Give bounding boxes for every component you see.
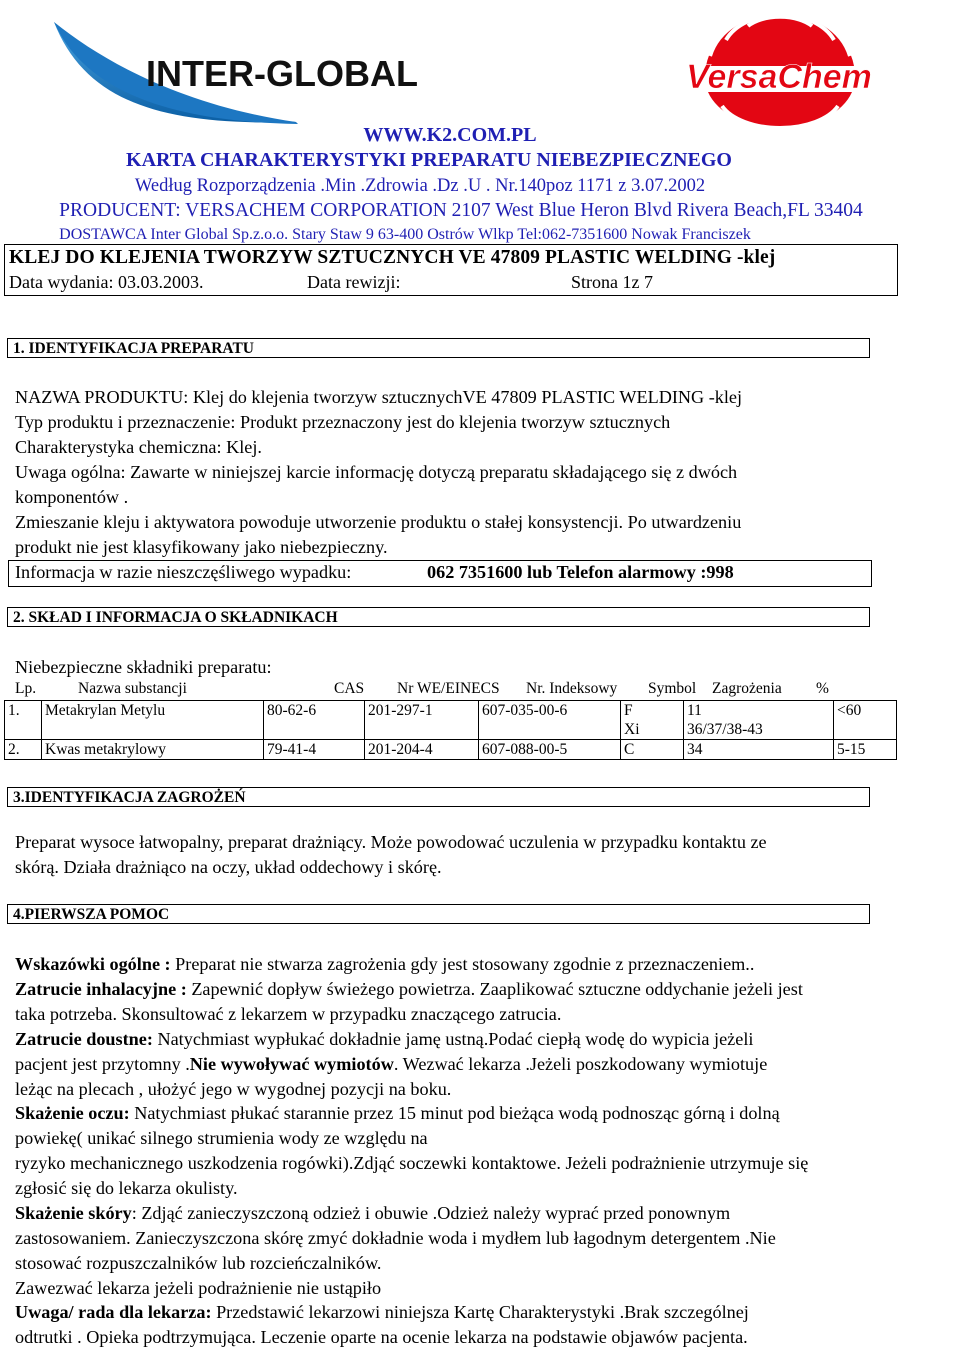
first-aid-oral [15,1027,753,1051]
inter-global-wordmark: INTER-GLOBAL [146,53,418,94]
cell-symbol: F [621,701,684,721]
cell-lp: 1. [5,701,42,740]
cell-hazards: 34 [684,740,834,760]
first-aid-skin [15,1201,730,1225]
general-note-line: Uwaga ogólna: Zawarte w niniejszej karcie informację dotyczą preparatu składającego się z dwóch [15,462,738,482]
first-aid-eyes-line-2: powiekę( unikać silnego strumienia wody ze względu na [15,1128,428,1148]
cell-percent: 5-15 [834,740,897,760]
col-header-name: Nazwa substancji [78,680,187,697]
first-aid-eyes-line-4: zgłosić się do lekarza okulisty. [15,1178,238,1198]
website-link[interactable]: WWW.K2.COM.PL [363,124,537,146]
col-header-lp: Lp. [15,680,37,697]
hazards-line-2: skórą. Działa drażniąco na oczy, układ oddechowy i skórę. [15,857,442,877]
hazardous-ingredients-intro: Niebezpieczne składniki preparatu: [15,657,272,677]
col-header-index: Nr. Indeksowy [526,680,618,697]
hazards-line-1: Preparat wysoce łatwopalny, preparat drażniący. Może powodować uczulenia w przypadku kontaktu ze [15,832,767,852]
col-header-percent: % [816,680,829,697]
issue-date: Data wydania: 03.03.2003. [9,272,204,292]
section-1-heading: 1. IDENTYFIKACJA PREPARATU [7,338,870,358]
col-header-hazards: Zagrożenia [712,680,782,697]
first-aid-inhalation-text: Zapewnić dopływ świeżego powietrza. Zaaplikować sztuczne oddychanie jeżeli jest [186,979,803,999]
first-aid-oral-text: Natychmiast wypłukać dokładnie jamę ustną.Podać ciepłą wodę do wypicia jeżeli [152,1029,754,1049]
emergency-info-box [8,560,872,587]
note-for-doctor-label: Uwaga/ rada dla lekarza: [15,1302,212,1322]
cell-cas: 80-62-6 [264,701,365,740]
product-name: KLEJ DO KLEJENIA TWORZYW SZTUCZNYCH VE 47809 PLASTIC WELDING -klej [9,247,776,268]
inter-global-logo [46,14,436,132]
note-for-doctor-line-2: odtrutki . Opieka podtrzymująca. Leczenie oparte na ocenie lekarza na podstawie objawów pacjenta. [15,1327,748,1347]
first-aid-general-label: Wskazówki ogólne : [15,954,171,974]
mixing-note-line: Zmieszanie kleju i aktywatora powoduje utworzenie produktu o stałej konsystencji. Po utwardzeniu [15,512,742,532]
section-2-heading: 2. SKŁAD I INFORMACJA O SKŁADNIKACH [7,607,870,627]
general-note-line-2: komponentów . [15,487,129,507]
first-aid-skin-line-2: zastosowaniem. Zanieczyszczona skórę zmyć dokładnie woda i mydłem lub łagodnym detergentem .Nie [15,1228,776,1248]
cell-cas: 79-41-4 [264,740,365,760]
cell-hazards: 36/37/38-43 [684,720,834,740]
note-for-doctor-text: Przedstawić lekarzowi niniejsza Kartę Charakterystyki .Brak szczególnej [211,1302,749,1322]
distributor-line: DOSTAWCA Inter Global Sp.z.o.o. Stary Staw 9 63-400 Ostrów Wlkp Tel:062-7351600 Nowak Franciszek [59,226,751,243]
first-aid-eyes-line-3: ryzyko mechanicznego uszkodzenia rogówki).Zdjąć soczewki kontaktowe. Jeżeli podrażnienie utrzymuje się [15,1153,809,1173]
section-4-heading: 4.PIERWSZA POMOC [7,904,870,924]
cell-einecs: 201-297-1 [365,701,479,740]
cell-einecs: 201-204-4 [365,740,479,760]
first-aid-oral-line-3: leżąc na plecach , ułożyć jego w wygodnej pozycji na boku. [15,1079,452,1099]
note-for-doctor [15,1300,749,1324]
cell-name: Kwas metakrylowy [42,740,264,760]
product-title-box [4,244,898,296]
cell-index: 607-035-00-6 [479,701,621,740]
first-aid-skin-line-3: stosować rozpuszczalników lub rozcieńczalników. [15,1253,382,1273]
cell-lp: 2. [5,740,42,760]
first-aid-inhalation-line-2: taka potrzeba. Skonsultować z lekarzem w przypadku znaczącego zatrucia. [15,1004,562,1024]
first-aid-general [15,952,754,976]
first-aid-skin-label: Skażenie skóry [15,1203,132,1223]
first-aid-inhalation [15,977,803,1001]
cell-hazards: 11 [684,701,834,721]
first-aid-skin-line-4: Zawezwać lekarza jeżeli podrażnienie nie ustąpiło [15,1278,382,1298]
chemical-characteristic-line: Charakterystyka chemiczna: Klej. [15,437,262,457]
cell-symbol: C [621,740,684,760]
cell-symbol: Xi [621,720,684,740]
page-number: Strona 1z 7 [571,272,653,292]
emergency-info-label: Informacja w razie nieszczęśliwego wypadku: [15,562,352,582]
first-aid-eyes-text: Natychmiast płukać starannie przez 15 minut pod bieżąca wodą podnosząc górną i dolną [129,1103,780,1123]
ingredients-table [4,700,897,760]
first-aid-general-text: Preparat nie stwarza zagrożenia gdy jest stosowany zgodnie z przeznaczeniem.. [170,954,755,974]
do-not-induce-vomiting: Nie wywoływać wymiotów [189,1054,394,1074]
table-row [5,701,897,721]
emergency-phone: 062 7351600 lub Telefon alarmowy :998 [427,562,734,582]
oral-line-2c: . Wezwać lekarza .Jeżeli poszkodowany wymiotuje [393,1054,768,1074]
first-aid-skin-text: : Zdjąć zanieczyszczoną odzież i obuwie .Odzież należy wyprać przed ponownym [131,1203,731,1223]
revision-date: Data rewizji: [307,272,401,292]
col-header-cas: CAS [334,680,365,697]
product-type-line: Typ produktu i przeznaczenie: Produkt przeznaczony jest do klejenia tworzyw sztucznych [15,412,671,432]
table-row [5,740,897,760]
first-aid-oral-line-2 [15,1052,767,1076]
regulation-line: Według Rozporządzenia .Min .Zdrowia .Dz .U . Nr.140poz 1171 z 3.07.2002 [134,176,706,196]
section-3-heading: 3.IDENTYFIKACJA ZAGROŻEŃ [7,787,870,807]
col-header-symbol: Symbol [648,680,697,697]
document-title: KARTA CHARAKTERYSTYKI PREPARATU NIEBEZPIECZNEGO [126,149,732,171]
oral-line-2a: pacjent jest przytomny . [15,1054,190,1074]
first-aid-inhalation-label: Zatrucie inhalacyjne : [15,979,187,999]
cell-percent: <60 [834,701,897,740]
cell-index: 607-088-00-5 [479,740,621,760]
first-aid-eyes-label: Skażenie oczu: [15,1103,130,1123]
cell-name: Metakrylan Metylu [42,701,264,740]
first-aid-eyes [15,1101,780,1125]
first-aid-oral-label: Zatrucie doustne: [15,1029,153,1049]
product-name-line: NAZWA PRODUKTU: Klej do klejenia tworzyw sztucznychVE 47809 PLASTIC WELDING -klej [15,387,743,407]
mixing-note-line-2: produkt nie jest klasyfikowany jako niebezpieczny. [15,537,388,557]
versachem-wordmark: VersaChem [686,58,872,96]
producer-line: PRODUCENT: VERSACHEM CORPORATION 2107 West Blue Heron Blvd Rivera Beach,FL 33404 [59,200,863,221]
col-header-einecs: Nr WE/EINECS [397,680,500,697]
